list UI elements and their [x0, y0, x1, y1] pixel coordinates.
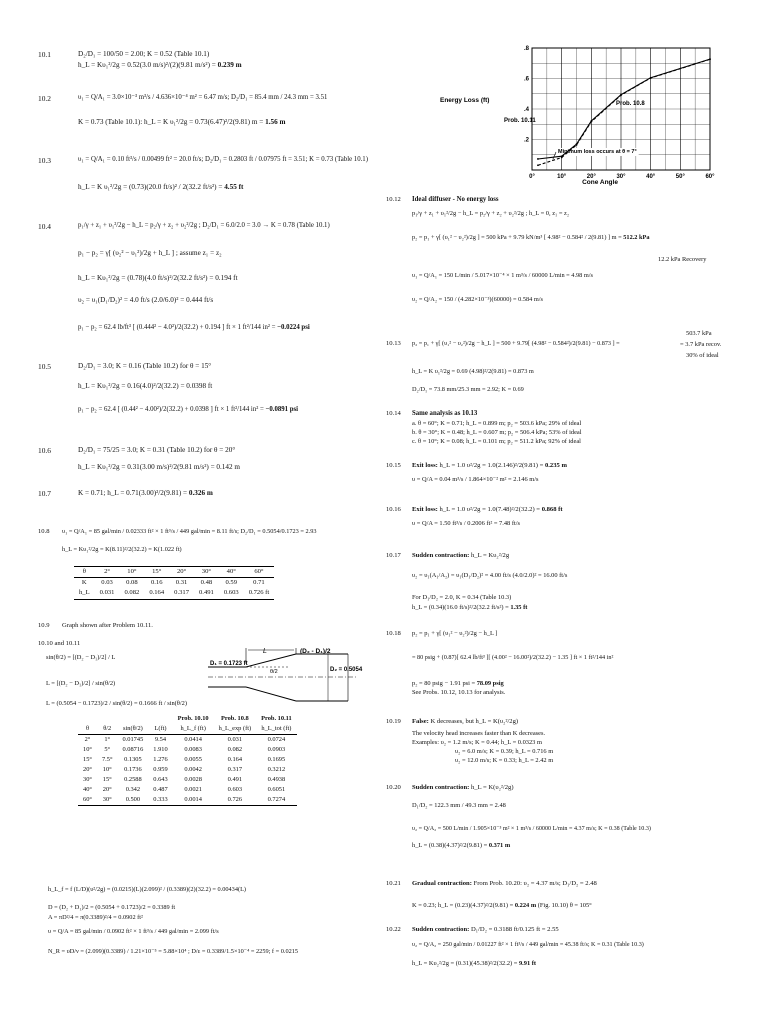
table-cell: 0.1305: [124, 756, 142, 763]
text-line: = 80 psig + (0.87)[ 62.4 lb/ft³ ][ (4.00² − 16.00²)/2(32.2) − 1.35 ] ft × 1 ft²/144 in²: [412, 654, 614, 661]
fig-label-theta: θ/2: [270, 669, 278, 675]
table-cell: 0.59: [225, 579, 238, 587]
text-line: p₁/γ + z₁ + υ₁²/2g − h_L = p₂/γ + z₂ + υ₂²/2g ; D₂/D₁ = 6.0/2.0 = 3.0 → K = 0.78 (Table 10.1): [78, 222, 330, 229]
table-cell: 0.0083: [184, 746, 202, 753]
x-tick-label: 10°: [557, 174, 567, 180]
table-header-row: [74, 567, 274, 578]
text-line: D₂/D₁ = 75/25 = 3.0; K = 0.31 (Table 10.2) for θ = 20°: [78, 446, 236, 454]
text-line: h_L = (0.38)(4.37)²/2(9.81) = 0.371 m: [412, 842, 511, 849]
table-cell: 0.726 ft: [244, 588, 275, 599]
y-tick-label: .2: [523, 137, 529, 144]
problem-number: 10.6: [38, 446, 51, 455]
text-line: h_L = Kυ₁²/2g = (0.78)(4.0 ft/s)²/2(32.2 ft/s²) = 0.194 ft: [78, 274, 238, 282]
problem-number: 10.22: [386, 926, 401, 933]
text-line: υ = Q/A = 1.50 ft³/s / 0.2006 ft² = 7.48 ft/s: [412, 520, 520, 527]
answer: 1.56 m: [265, 118, 286, 126]
table-cell: 0.0724: [267, 736, 286, 743]
table-cell: K: [81, 579, 87, 587]
text-line: K = 0.73 (Table 10.1): h_L = K υ₁²/2g = 0.73(6.47)²/2(9.81) m = 1.56 m: [78, 118, 286, 126]
fig-label-d2: D₂ = 0.5054: [330, 667, 363, 673]
table-cell: 20°: [102, 786, 112, 793]
text-line: p₁ − p₂ = 62.4 [ (0.44² − 4.00²)/2(32.2) + 0.0398 ] ft × 1 ft²/144 in² = −0.0891 psi: [78, 406, 299, 413]
x-tick-label: 40°: [646, 174, 656, 180]
text-line: Sudden contraction: h_L = Kυ₂²/2g: [412, 552, 510, 559]
table-cell: 15°: [83, 756, 92, 763]
text-line: A = πD²/4 = π(0.3389)²/4 = 0.0902 ft²: [48, 914, 143, 921]
table-cell: 0.959: [153, 766, 168, 773]
table-cell: 0.0042: [184, 766, 202, 773]
problem-number: 10.13: [386, 340, 401, 347]
graph-ylabel: Energy Loss (ft): [440, 97, 490, 104]
text-line: p₂ = p₁ + γ[ (υ₁² − υ₂²)/2g ] = 500 kPa + 9.79 kN/m³ [ 4.98² − 0.584² / 2(9.81) ] m = 512.2 kPa: [412, 234, 650, 241]
table-cell: h_L_exp (ft): [214, 724, 256, 735]
text-line: υ₂ = 12.0 m/s; K = 0.33; h_L = 2.42 m: [455, 757, 554, 764]
table-cell: 0.01745: [122, 736, 144, 743]
table-cell: 0.164: [227, 756, 243, 763]
table-cell: 5°: [104, 746, 111, 753]
table-cell: θ/2: [97, 724, 118, 735]
table-cell: 0.491: [194, 588, 219, 599]
problem-number: 10.10 and 10.11: [38, 640, 81, 647]
text-line: υ₁ = Q/A₁ = 85 gal/min / 0.02333 ft² × 1 ft³/s / 449 gal/min = 8.11 ft/s; D₂/D₁ = 0.5054/0.1723 = 2.93: [62, 528, 317, 535]
text-line: D₂/D₁ = 3.0; K = 0.16 (Table 10.2) for θ = 15°: [78, 362, 212, 370]
table-cell: 0.0414: [184, 736, 202, 743]
table-cell: 1.276: [153, 756, 168, 763]
table-cell: 60°: [78, 795, 97, 806]
data-point: [561, 157, 563, 159]
table-cell: [118, 714, 149, 724]
text-line: Exit loss: h_L = 1.0 υ²/2g = 1.0(2.146)²/2(9.81) = 0.235 m: [412, 462, 567, 469]
table-cell: [78, 714, 97, 724]
text-line: υ₂ = Q/A₂ = 500 L/min / 1.905×10⁻³ m² × 1 m³/s / 60000 L/min = 4.37 m/s; K = 0.38 (Table 10.3): [412, 826, 651, 832]
table-cell: θ: [78, 724, 97, 735]
table-body: [78, 735, 297, 806]
table-row: [78, 785, 297, 795]
graph-label-prob-10-11: Prob. 10.11: [504, 118, 536, 124]
table-10-8: [74, 566, 274, 600]
table-row: [78, 745, 297, 755]
text-line: D₂/D₁ = 100/50 = 2.00; K = 0.52 (Table 10.1): [78, 50, 210, 58]
table-cell: 0.487: [153, 786, 168, 793]
text-line: D = (D₂ + D₁)/2 = (0.5054 + 0.1723)/2 = 0.3389 ft: [48, 904, 176, 911]
text-line: Sudden contraction: h_L = K(υ₂²/2g): [412, 784, 514, 791]
answer: 1.35 ft: [510, 604, 528, 611]
text-line: υ₁ = Q/A₁ = 3.0×10⁻³ m³/s / 4.636×10⁻⁴ m² = 6.47 m/s; D₂/D₁ = 85.4 mm / 24.3 mm = 3.51: [78, 94, 328, 101]
x-tick-label: 60°: [705, 174, 715, 180]
answer: 0.326 m: [188, 489, 213, 497]
text-line: υ₂ = Q/A₂ = 150 / (4.282×10⁻³)(60000) = 0.584 m/s: [412, 296, 543, 303]
text-line: h_L = (0.34)(16.0 ft/s)²/2(32.2 ft/s²) = 1.35 ft: [412, 604, 528, 611]
text-line: h_L = Kυ₁²/2g = 0.16(4.0)²/2(32.2) = 0.0398 ft: [78, 382, 213, 390]
table-cell: 0.71: [253, 579, 265, 587]
table-cell: 60°: [244, 567, 275, 578]
fig-label-l: L: [263, 648, 267, 655]
answer: 0.868 ft: [541, 506, 563, 513]
table-cell: 0.333: [148, 795, 172, 806]
table-cell: 0.500: [118, 795, 149, 806]
table-cell: 0.0903: [267, 746, 286, 753]
table-cell: 0.0055: [184, 756, 202, 763]
table-cell: 0.0021: [184, 786, 202, 793]
table-row: [78, 755, 297, 765]
text-line: Sudden contraction: D₁/D₂ = 0.3188 ft/0.125 ft = 2.55: [412, 926, 559, 933]
text-line: K = 0.71; h_L = 0.71(3.00)²/2(9.81) = 0.326 m: [78, 489, 213, 497]
text-line: Graph shown after Problem 10.11.: [62, 622, 153, 629]
problem-number: 10.20: [386, 784, 401, 791]
list-item: b. θ = 30°; K = 0.48; h_L = 0.607 m; p₂ = 506.4 kPa; 53% of ideal: [412, 429, 582, 436]
table-cell: 20°: [83, 766, 92, 773]
data-point: [537, 158, 539, 160]
text-line: υ₁ = Q/A₁ = 0.10 ft³/s / 0.00499 ft² = 20.0 ft/s; D₂/D₁ = 0.2803 ft / 0.07975 ft = 3.51; K = 0.73 (Table 10.1): [78, 156, 368, 163]
table-cell: Prob. 10.11: [261, 715, 292, 722]
table-cell: Prob. 10.8: [220, 715, 249, 722]
table-cell: 10°: [102, 766, 112, 773]
answer: 4.55 ft: [224, 183, 244, 191]
problem-number: 10.12: [386, 196, 401, 203]
text-line: p₂ = p₁ + γ[ (υ₁² − υ₂²)/2g − h_L ] = 500 + 9.79[ (4.98² − 0.584²)/2(9.81) − 0.873 ] =: [412, 340, 620, 347]
table-cell: 0.643: [153, 776, 168, 783]
table-cell: h_L_tot (ft): [256, 724, 297, 735]
table-cell: 0.16: [150, 579, 163, 587]
table-cell: 0.317: [169, 588, 194, 599]
table-row: [78, 765, 297, 775]
text-line: p₂ = p₁ + γ[ (υ₁² − υ₂²)/2g − h_L ]: [412, 630, 498, 637]
table-cell: 0.48: [200, 579, 213, 587]
table-cell: [148, 714, 172, 724]
text-line: False: K decreases, but h_L = K(υ₂²/2g): [412, 718, 519, 725]
table-cell: h_L_f (ft): [173, 724, 214, 735]
table-cell: 30°: [97, 795, 118, 806]
text-line: υ₂ = Q/A₂ = 250 gal/min / 0.01227 ft² × 1 ft³/s / 449 gal/min = 45.38 ft/s; K = 0.31 (Table 10.3): [412, 942, 644, 948]
table-cell: 0.603: [227, 786, 243, 793]
note: = 3.7 kPa recov.: [680, 341, 722, 348]
text-line: υ₂ = υ₁(D₁/D₂)² = 4.0 ft/s (2.0/6.0)² = 0.444 ft/s: [78, 296, 214, 304]
table-cell: 0.3212: [267, 766, 286, 773]
answer: 0.224 m: [514, 902, 537, 909]
text-line: h_L_f = f (L/D)(υ²/2g) = (0.0215)(L)(2.099)² / (0.3389)(2)(32.2) = 0.00434(L): [48, 886, 247, 893]
answer: 512.2 kPa: [623, 234, 650, 241]
text-line: h_L = Kυ₁²/2g = 0.31(3.00 m/s)²/2(9.81 m/s²) = 0.142 m: [78, 463, 240, 471]
table-cell: 0.7274: [256, 795, 297, 806]
table-cell: 40°: [219, 567, 244, 578]
table-cell: 0.726: [214, 795, 256, 806]
energy-loss-graph: [440, 42, 720, 187]
graph-label-prob-10-8: Prob. 10.8: [616, 101, 645, 107]
text-line: L = [(D₂ − D₁)/2] / sin(θ/2): [46, 680, 116, 687]
problem-number: 10.17: [386, 552, 401, 559]
problem-number: 10.1: [38, 50, 51, 59]
table-header-row: [78, 724, 297, 735]
table-row: [74, 578, 274, 589]
fig-label-dd: (D₂ - D₁)/2: [300, 648, 331, 655]
text-line: p₁ − p₂ = γ[ (υ₂² − υ₁²)/2g + h_L ] ; assume z₁ = z₂: [78, 249, 222, 257]
table-row: [74, 588, 274, 599]
label-leader: [553, 152, 556, 159]
problem-number: 10.2: [38, 94, 51, 103]
answer: 0.235 m: [544, 462, 567, 469]
table-cell: 0.4938: [267, 776, 286, 783]
x-tick-label: 50°: [675, 174, 685, 180]
data-point: [709, 58, 711, 60]
problem-number: 10.19: [386, 718, 401, 725]
data-point: [650, 77, 652, 79]
text-line: The velocity head increases faster than K decreases.: [412, 730, 546, 737]
table-cell: h_L: [74, 588, 95, 599]
table-cell: 0.031: [95, 588, 120, 599]
text-line: p₁ − p₂ = 62.4 lb/ft³ [ (0.444² − 4.0²)/2(32.2) + 0.194 ] ft × 1 ft²/144 in² = −0.0224 psi: [78, 324, 310, 331]
list-item: a. θ = 60°; K = 0.71; h_L = 0.899 m; p₂ = 503.6 kPa; 29% of ideal: [412, 420, 582, 427]
answer: 9.91 ft: [518, 960, 536, 967]
table-cell: 0.1695: [267, 756, 286, 763]
table-cell: 0.603: [219, 588, 244, 599]
table-cell: 1.910: [153, 746, 168, 753]
text-line: υ₁ = Q/A₁ = 150 L/min / 5.017×10⁻⁴ × 1 m³/s / 60000 L/min = 4.98 m/s: [412, 272, 594, 279]
problem-number: 10.15: [386, 462, 401, 469]
answer: 78.09 psig: [476, 680, 504, 687]
table-cell: 0.342: [125, 786, 141, 793]
text-line: h_L = Kυ₁²/2g = K(8.11)²/2(32.2) = K(1.022 ft): [62, 546, 182, 553]
problem-number: 10.18: [386, 630, 401, 637]
text-line: h_L = Kυ₂²/2g = (0.31)(45.38)²/2(32.2) = 9.91 ft: [412, 960, 536, 967]
table-cell: L(ft): [148, 724, 172, 735]
table-10-10: [78, 714, 297, 806]
table-header-row: [78, 714, 297, 724]
problem-number: 10.3: [38, 156, 51, 165]
table-cell: 0.164: [144, 588, 169, 599]
text-line: p₂ = 80 psig − 1.91 psi = 78.09 psig: [412, 680, 504, 687]
table-cell: 15°: [144, 567, 169, 578]
text-line: h_L = K υ₁²/2g = (0.73)(20.0 ft/s)² / 2(32.2 ft/s²) = 4.55 ft: [78, 183, 244, 191]
table-cell: 2°: [84, 736, 91, 743]
text-line: D₁/D₂ = 122.3 mm / 49.3 mm = 2.48: [412, 802, 506, 809]
answer: 0.239 m: [217, 61, 242, 69]
table-cell: 0.1736: [124, 766, 142, 773]
note: 30% of ideal: [686, 352, 719, 359]
y-tick-label: .4: [523, 107, 529, 113]
table-cell: 2°: [95, 567, 120, 578]
data-point: [620, 94, 622, 96]
text-line: Examples: υ₂ = 1.2 m/s; K = 0.44; h_L = 0.0323 m: [412, 739, 542, 746]
table-cell: 1°: [104, 736, 111, 743]
data-point: [576, 144, 578, 146]
problem-number: 10.5: [38, 362, 51, 371]
data-point: [590, 121, 592, 123]
note: 503.7 kPa: [686, 330, 712, 337]
text-line: K = 0.23; h_L = (0.23)(4.37)²/2(9.81) = 0.224 m (Fig. 10.10) θ = 105°: [412, 902, 592, 909]
table-cell: Prob. 10.10: [177, 715, 209, 722]
text-line: Exit loss: h_L = 1.0 υ²/2g = 1.0(7.48)²/2(32.2) = 0.868 ft: [412, 506, 563, 513]
table-cell: 0.082: [227, 746, 243, 753]
text-line: h_L = Kυ₁²/2g = 0.52(3.0 m/s)²/(2)(9.81 m/s²) = 0.239 m: [78, 61, 242, 69]
text-line: sin(θ/2) = [(D₂ − D₁)/2] / L: [46, 654, 116, 661]
problem-number: 10.8: [38, 528, 50, 535]
text-line: See Probs. 10.12, 10.13 for analysis.: [412, 689, 506, 696]
x-tick-label: 20°: [586, 174, 596, 180]
answer: −0.0891 psi: [265, 406, 299, 413]
table-cell: 0.08716: [122, 746, 144, 753]
answer: −0.0224 psi: [277, 324, 310, 331]
table-cell: 9.54: [154, 736, 167, 743]
table-cell: 0.08: [126, 579, 138, 587]
problem-number: 10.7: [38, 489, 51, 498]
table-row: [78, 735, 297, 746]
text-line: For D₁/D₂ = 2.0, K = 0.34 (Table 10.3): [412, 594, 512, 601]
table-cell: 10°: [119, 567, 144, 578]
table-cell: [97, 714, 118, 724]
diffuser-figure: [208, 646, 373, 710]
problem-number: 10.4: [38, 222, 51, 231]
answer: 0.371 m: [488, 842, 511, 849]
table-cell: 0.2588: [124, 776, 142, 783]
table-cell: 0.491: [227, 776, 243, 783]
text-line: υ₂ = υ₁(A₁/A₂) = υ₁(D₁/D₂)² = 4.00 ft/s (4.0/2.0)² = 16.00 ft/s: [412, 572, 568, 579]
problem-number: 10.14: [386, 410, 401, 417]
y-tick-label: .8: [523, 46, 529, 52]
text-line: L = (0.5054 − 0.1723)/2 / sin(θ/2) = 0.1666 ft / sin(θ/2): [46, 700, 187, 707]
text-line: D₂/D₁ = 73.8 mm/25.3 mm = 2.92; K = 0.69: [412, 386, 524, 393]
table-cell: 30°: [83, 776, 92, 783]
x-tick-label: 0°: [529, 174, 535, 180]
table-cell: 0.317: [227, 766, 243, 773]
graph-label-min-loss: Minimum loss occurs at θ = 7°: [558, 149, 637, 155]
table-cell: 0.0014: [173, 795, 214, 806]
table-cell: 7.5°: [101, 756, 113, 763]
table-cell: 0.31: [175, 579, 188, 587]
text-line: υ = Q/A = 85 gal/min / 0.0902 ft² × 1 ft³/s / 449 gal/min = 2.099 ft/s: [48, 928, 219, 935]
table-cell: θ: [74, 567, 95, 578]
table-cell: 30°: [194, 567, 219, 578]
text-line: N_R = υD/ν = (2.099)(0.3389) / 1.21×10⁻⁵ = 5.88×10⁴ ; D/ε = 0.3389/1.5×10⁻⁴ = 2259; f = 0.0215: [48, 948, 299, 955]
table-cell: 0.03: [101, 579, 113, 587]
table-cell: 10°: [83, 746, 92, 753]
table-cell: 0.0028: [184, 776, 202, 783]
problem-title: Ideal diffuser - No energy loss: [412, 196, 499, 203]
graph-xlabel: Cone Angle: [582, 179, 618, 186]
problem-number: 10.16: [386, 506, 401, 513]
text-line: p₁/γ + z₁ + υ₁²/2g − h_L = p₂/γ + z₂ + υ₂²/2g ; h_L = 0, z₁ = z₂: [412, 210, 570, 217]
table-row: [78, 795, 297, 806]
text-line: υ₂ = 6.0 m/s; K = 0.39; h_L = 0.716 m: [455, 748, 554, 755]
table-row: [78, 775, 297, 785]
text-line: υ = Q/A = 0.04 m³/s / 1.864×10⁻² m² = 2.146 m/s: [412, 476, 539, 483]
fig-label-d1: D₁ = 0.1723 ft: [210, 661, 248, 667]
y-tick-label: .6: [523, 76, 529, 83]
table-cell: 15°: [102, 776, 112, 783]
table-cell: 40°: [83, 786, 92, 793]
table-cell: sin(θ/2): [118, 724, 149, 735]
note: 12.2 kPa Recovery: [658, 256, 707, 263]
text-line: Gradual contraction: From Prob. 10.20: υ₂ = 4.37 m/s; D₁/D₂ = 2.48: [412, 880, 597, 887]
table-cell: 0.082: [119, 588, 144, 599]
table-cell: 0.6051: [267, 786, 286, 793]
problem-title: Same analysis as 10.13: [412, 410, 478, 417]
list-item: c. θ = 10°; K = 0.08; h_L = 0.101 m; p₂ = 511.2 kPa; 92% of ideal: [412, 438, 581, 445]
problem-number: 10.21: [386, 880, 401, 887]
data-point: [537, 164, 539, 166]
problem-number: 10.9: [38, 622, 50, 629]
x-tick-label: 30°: [616, 174, 626, 180]
table-cell: 20°: [169, 567, 194, 578]
text-line: h_L = K υ₁²/2g = 0.69 (4.98)²/2(9.81) = 0.873 m: [412, 368, 534, 375]
table-cell: 0.031: [227, 736, 243, 743]
